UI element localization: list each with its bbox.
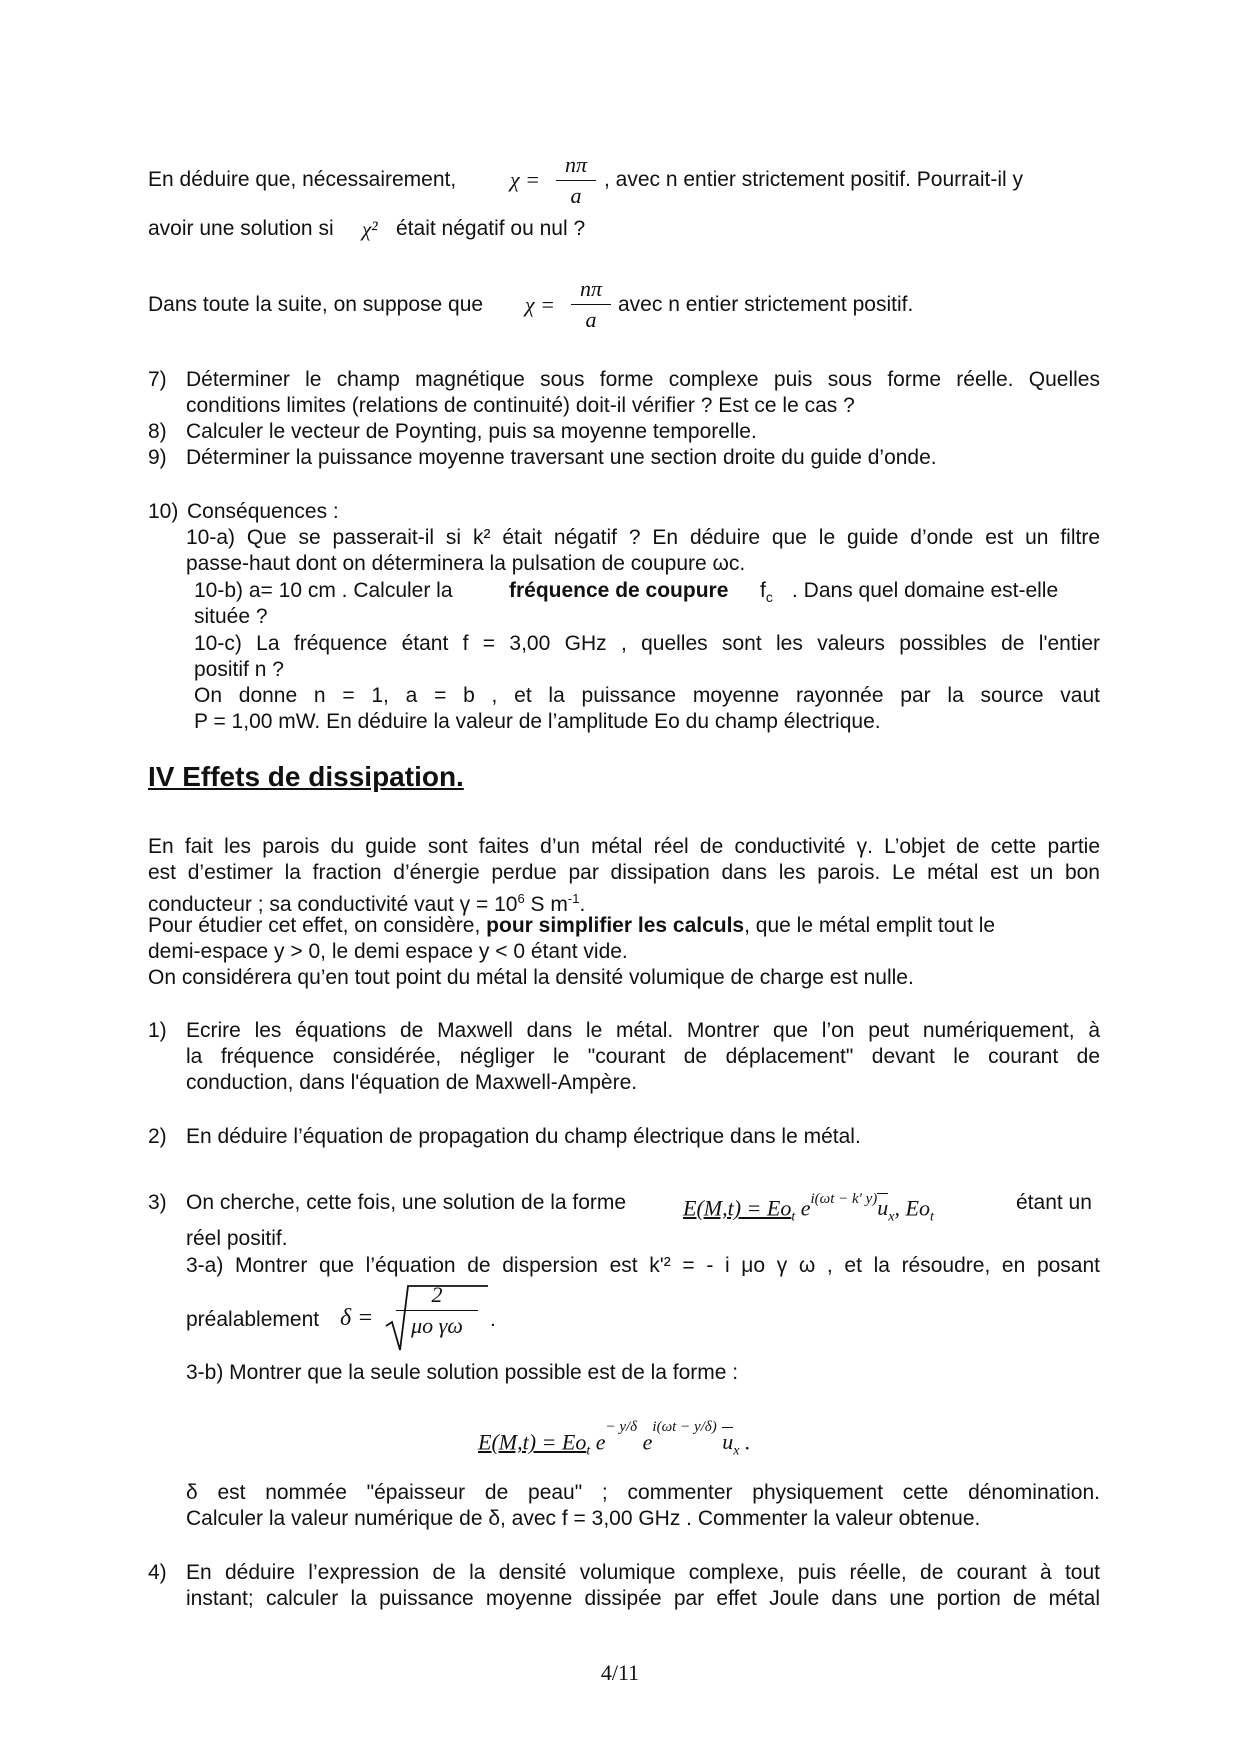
q10c-line1: 10-c) La fréquence étant f = 3,00 GHz , quelles sont les valeurs possibles de l'entier <box>194 632 1100 655</box>
section-heading: IV Effets de dissipation. <box>148 761 464 792</box>
q10b-fc: $f_c$ <box>760 579 773 606</box>
q1-line3: conduction, dans l'équation de Maxwell-Ampère. <box>186 1071 638 1094</box>
page-number: 4/11 <box>600 1660 640 1685</box>
chi-denominator: a <box>570 183 582 208</box>
chi-lhs-2: χ = <box>525 292 556 317</box>
q7-number: 7) <box>148 368 167 391</box>
q3b-text: 3-b) Montrer que la seule solution possible est de la forme : <box>186 1361 739 1384</box>
q3b-equation: $E(M,t) = Eo_t$ $e^{- y/\delta}$ $e^{i(\omega t - y/\delta)}$ $u_x$ . <box>478 1419 751 1459</box>
q9-text: Déterminer la puissance moyenne traversant une section droite du guide d’onde. <box>186 446 937 469</box>
q10a-line1: 10-a) Que se passerait-il si k² était négatif ? En déduire que le guide d’onde est un filtre <box>186 526 1100 549</box>
chi-fraction-2: nπ a <box>571 276 611 333</box>
q10b-end: . Dans quel domaine est-elle <box>792 579 1059 602</box>
delta-fraction: 2 μo γω <box>396 1282 478 1339</box>
q4-line2: instant; calculer la puissance moyenne dissipée par effet Joule dans une portion de métal <box>186 1587 1100 1610</box>
intro-line2-post: était négatif ou nul ? <box>396 217 586 240</box>
q1-line1: Ecrire les équations de Maxwell dans le métal. Montrer que l’on peut numériquement, à <box>186 1019 1100 1042</box>
p1-line1: En fait les parois du guide sont faites d’un métal réel de conductivité γ. L’objet de cette partie <box>148 835 1100 858</box>
q3c-line2: Calculer la valeur numérique de δ, avec f = 3,00 GHz . Commenter la valeur obtenue. <box>186 1507 981 1530</box>
q10c-line3: On donne n = 1, a = b , et la puissance moyenne rayonnée par la source vaut <box>194 684 1100 707</box>
q1-number: 1) <box>148 1019 167 1042</box>
p1-line3: conducteur ; sa conductivité vaut $\gamma = 10^6$ S $m^{-1}$. <box>148 891 586 916</box>
q3a-dot: . <box>490 1308 496 1331</box>
q3a-pre: préalablement <box>186 1308 320 1331</box>
q1-line2: la fréquence considérée, négliger le "courant de déplacement" devant le courant de <box>186 1045 1100 1068</box>
intro-line1-pre: En déduire que, nécessairement, <box>148 168 457 191</box>
q3c-line1: δ est nommée "épaisseur de peau" ; commenter physiquement cette dénomination. <box>186 1481 1100 1504</box>
delta-lhs: δ = <box>340 1305 374 1331</box>
q3-post: étant un <box>1016 1191 1092 1214</box>
p2-line2: demi-espace y > 0, le demi espace y < 0 étant vide. <box>148 940 628 963</box>
q8-text: Calculer le vecteur de Poynting, puis sa moyenne temporelle. <box>186 420 757 443</box>
p3-text: On considérera qu’en tout point du métal la densité volumique de charge est nulle. <box>148 966 914 989</box>
q3-equation: $E(M,t) = Eo_t$ $e^{i(\omega t - k' y)}u_x$, $Eo_t$ <box>683 1191 934 1225</box>
q3-number: 3) <box>148 1191 167 1214</box>
q2-number: 2) <box>148 1125 167 1148</box>
q10b-line2: située ? <box>194 605 268 628</box>
q3a-line1: 3-a) Montrer que l’équation de dispersion est k'² = - i μo γ ω , et la résoudre, en posant <box>186 1254 1100 1277</box>
intro-line2-pre: avoir une solution si <box>148 217 334 240</box>
suppose-pre: Dans toute la suite, on suppose que <box>148 293 484 316</box>
q4-line1: En déduire l’expression de la densité volumique complexe, puis réelle, de courant à tout <box>186 1561 1100 1584</box>
q9-number: 9) <box>148 446 167 469</box>
q10b-bold: fréquence de coupure <box>509 579 729 602</box>
q7-line2: conditions limites (relations de continuité) doit-il vérifier ? Est ce le cas ? <box>186 394 855 417</box>
q3-pre: On cherche, cette fois, une solution de la forme <box>186 1191 627 1214</box>
q10-text: Conséquences : <box>187 500 339 523</box>
q2-text: En déduire l’équation de propagation du champ électrique dans le métal. <box>186 1125 861 1148</box>
chi-squared: χ² <box>362 217 378 241</box>
q7-line1: Déterminer le champ magnétique sous forme complexe puis sous forme réelle. Quelles <box>186 368 1100 391</box>
suppose-post: avec n entier strictement positif. <box>618 293 914 316</box>
p2-line1: Pour étudier cet effet, on considère, pour simplifier les calculs, que le métal emplit tout le <box>148 914 996 937</box>
q10a-line2: passe-haut dont on déterminera la pulsation de coupure ωc. <box>186 552 746 575</box>
q10c-line4: P = 1,00 mW. En déduire la valeur de l’amplitude Eo du champ électrique. <box>194 710 881 733</box>
p1-line2: est d’estimer la fraction d’énergie perdue par dissipation dans les parois. Le métal est un bon <box>148 861 1100 884</box>
q10b-pre: 10-b) a= 10 cm . Calculer la <box>194 579 453 602</box>
intro-line1-post: , avec n entier strictement positif. Pourrait-il y <box>604 168 1023 191</box>
q10-number: 10) <box>148 500 179 523</box>
q3-line2: réel positif. <box>186 1227 288 1250</box>
q8-number: 8) <box>148 420 167 443</box>
chi-fraction <box>556 152 596 209</box>
q10c-line2: positif n ? <box>194 658 284 681</box>
chi-lhs: χ = <box>510 167 541 192</box>
chi-numerator: nπ <box>564 152 588 177</box>
q4-number: 4) <box>148 1561 167 1584</box>
